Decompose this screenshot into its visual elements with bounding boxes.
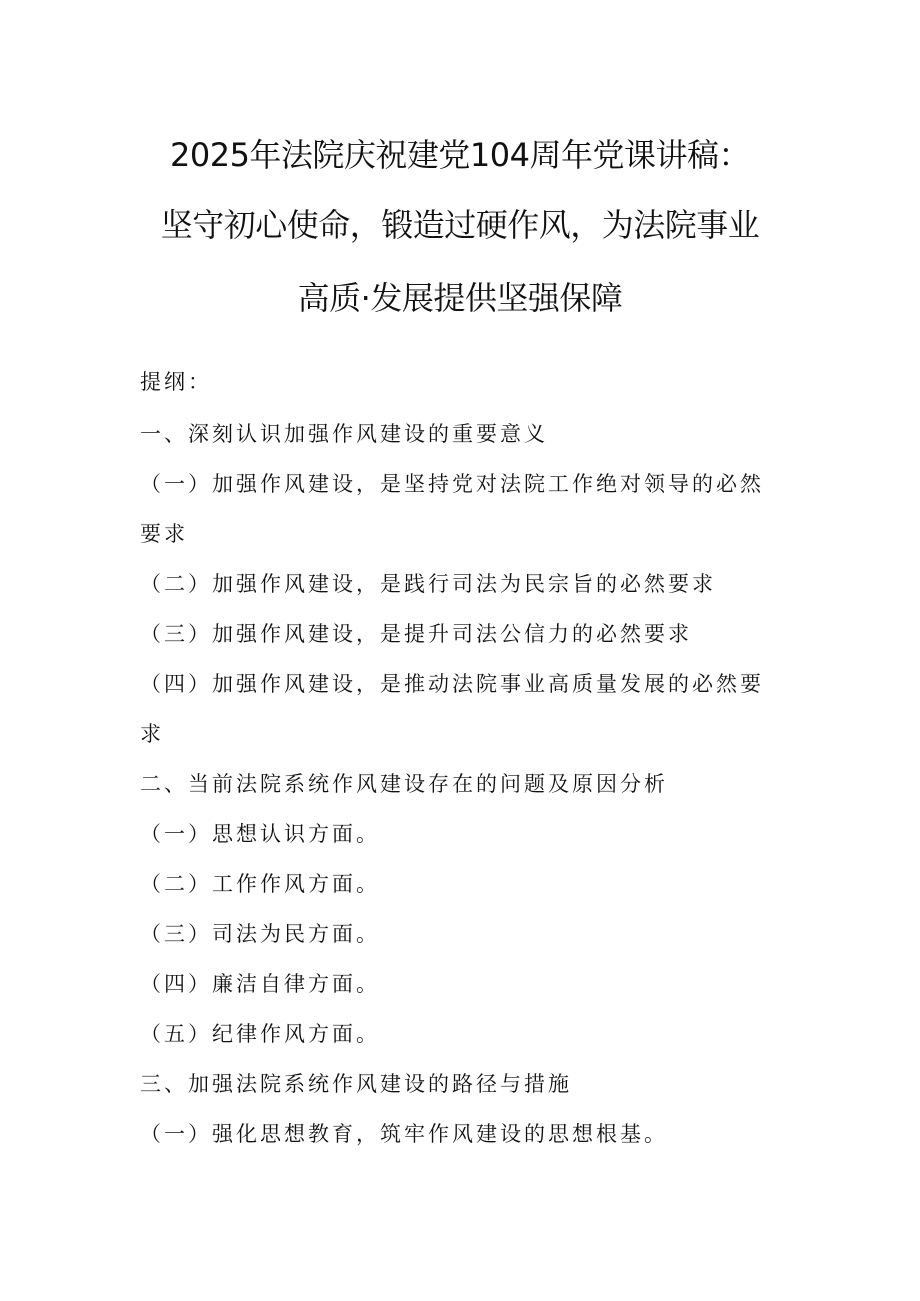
outline-item: （一）加强作风建设，是坚持党对法院工作绝对领导的必然 [140,472,764,496]
outline-item-continuation: 求 [140,722,164,746]
outline-item: （二）工作作风方面。 [140,872,380,896]
outline-item: （五）纪律作风方面。 [140,1022,380,1046]
document-title-line-1: 2025年法院庆祝建党104周年党课讲稿： [169,136,751,174]
outline-section-1: 一、深刻认识加强作风建设的重要意义 [140,422,548,446]
outline-section-2: 二、当前法院系统作风建设存在的问题及原因分析 [140,772,668,796]
outline-section-3: 三、加强法院系统作风建设的路径与措施 [140,1072,572,1096]
outline-item: （三）加强作风建设，是提升司法公信力的必然要求 [140,622,692,646]
outline-item: （一）强化思想教育，筑牢作风建设的思想根基。 [140,1122,668,1146]
outline-item-continuation: 要求 [140,522,188,546]
document-title-line-2: 坚守初心使命，锻造过硬作风，为法院事业 [160,206,760,244]
outline-label: 提纲： [140,370,212,394]
outline-item: （四）加强作风建设，是推动法院事业高质量发展的必然要 [140,672,764,696]
outline-item: （四）廉洁自律方面。 [140,972,380,996]
document-title-line-3: 高质·发展提供坚强保障 [297,279,623,317]
outline-item: （三）司法为民方面。 [140,922,380,946]
outline-item: （二）加强作风建设，是践行司法为民宗旨的必然要求 [140,572,716,596]
outline-item: （一）思想认识方面。 [140,822,380,846]
